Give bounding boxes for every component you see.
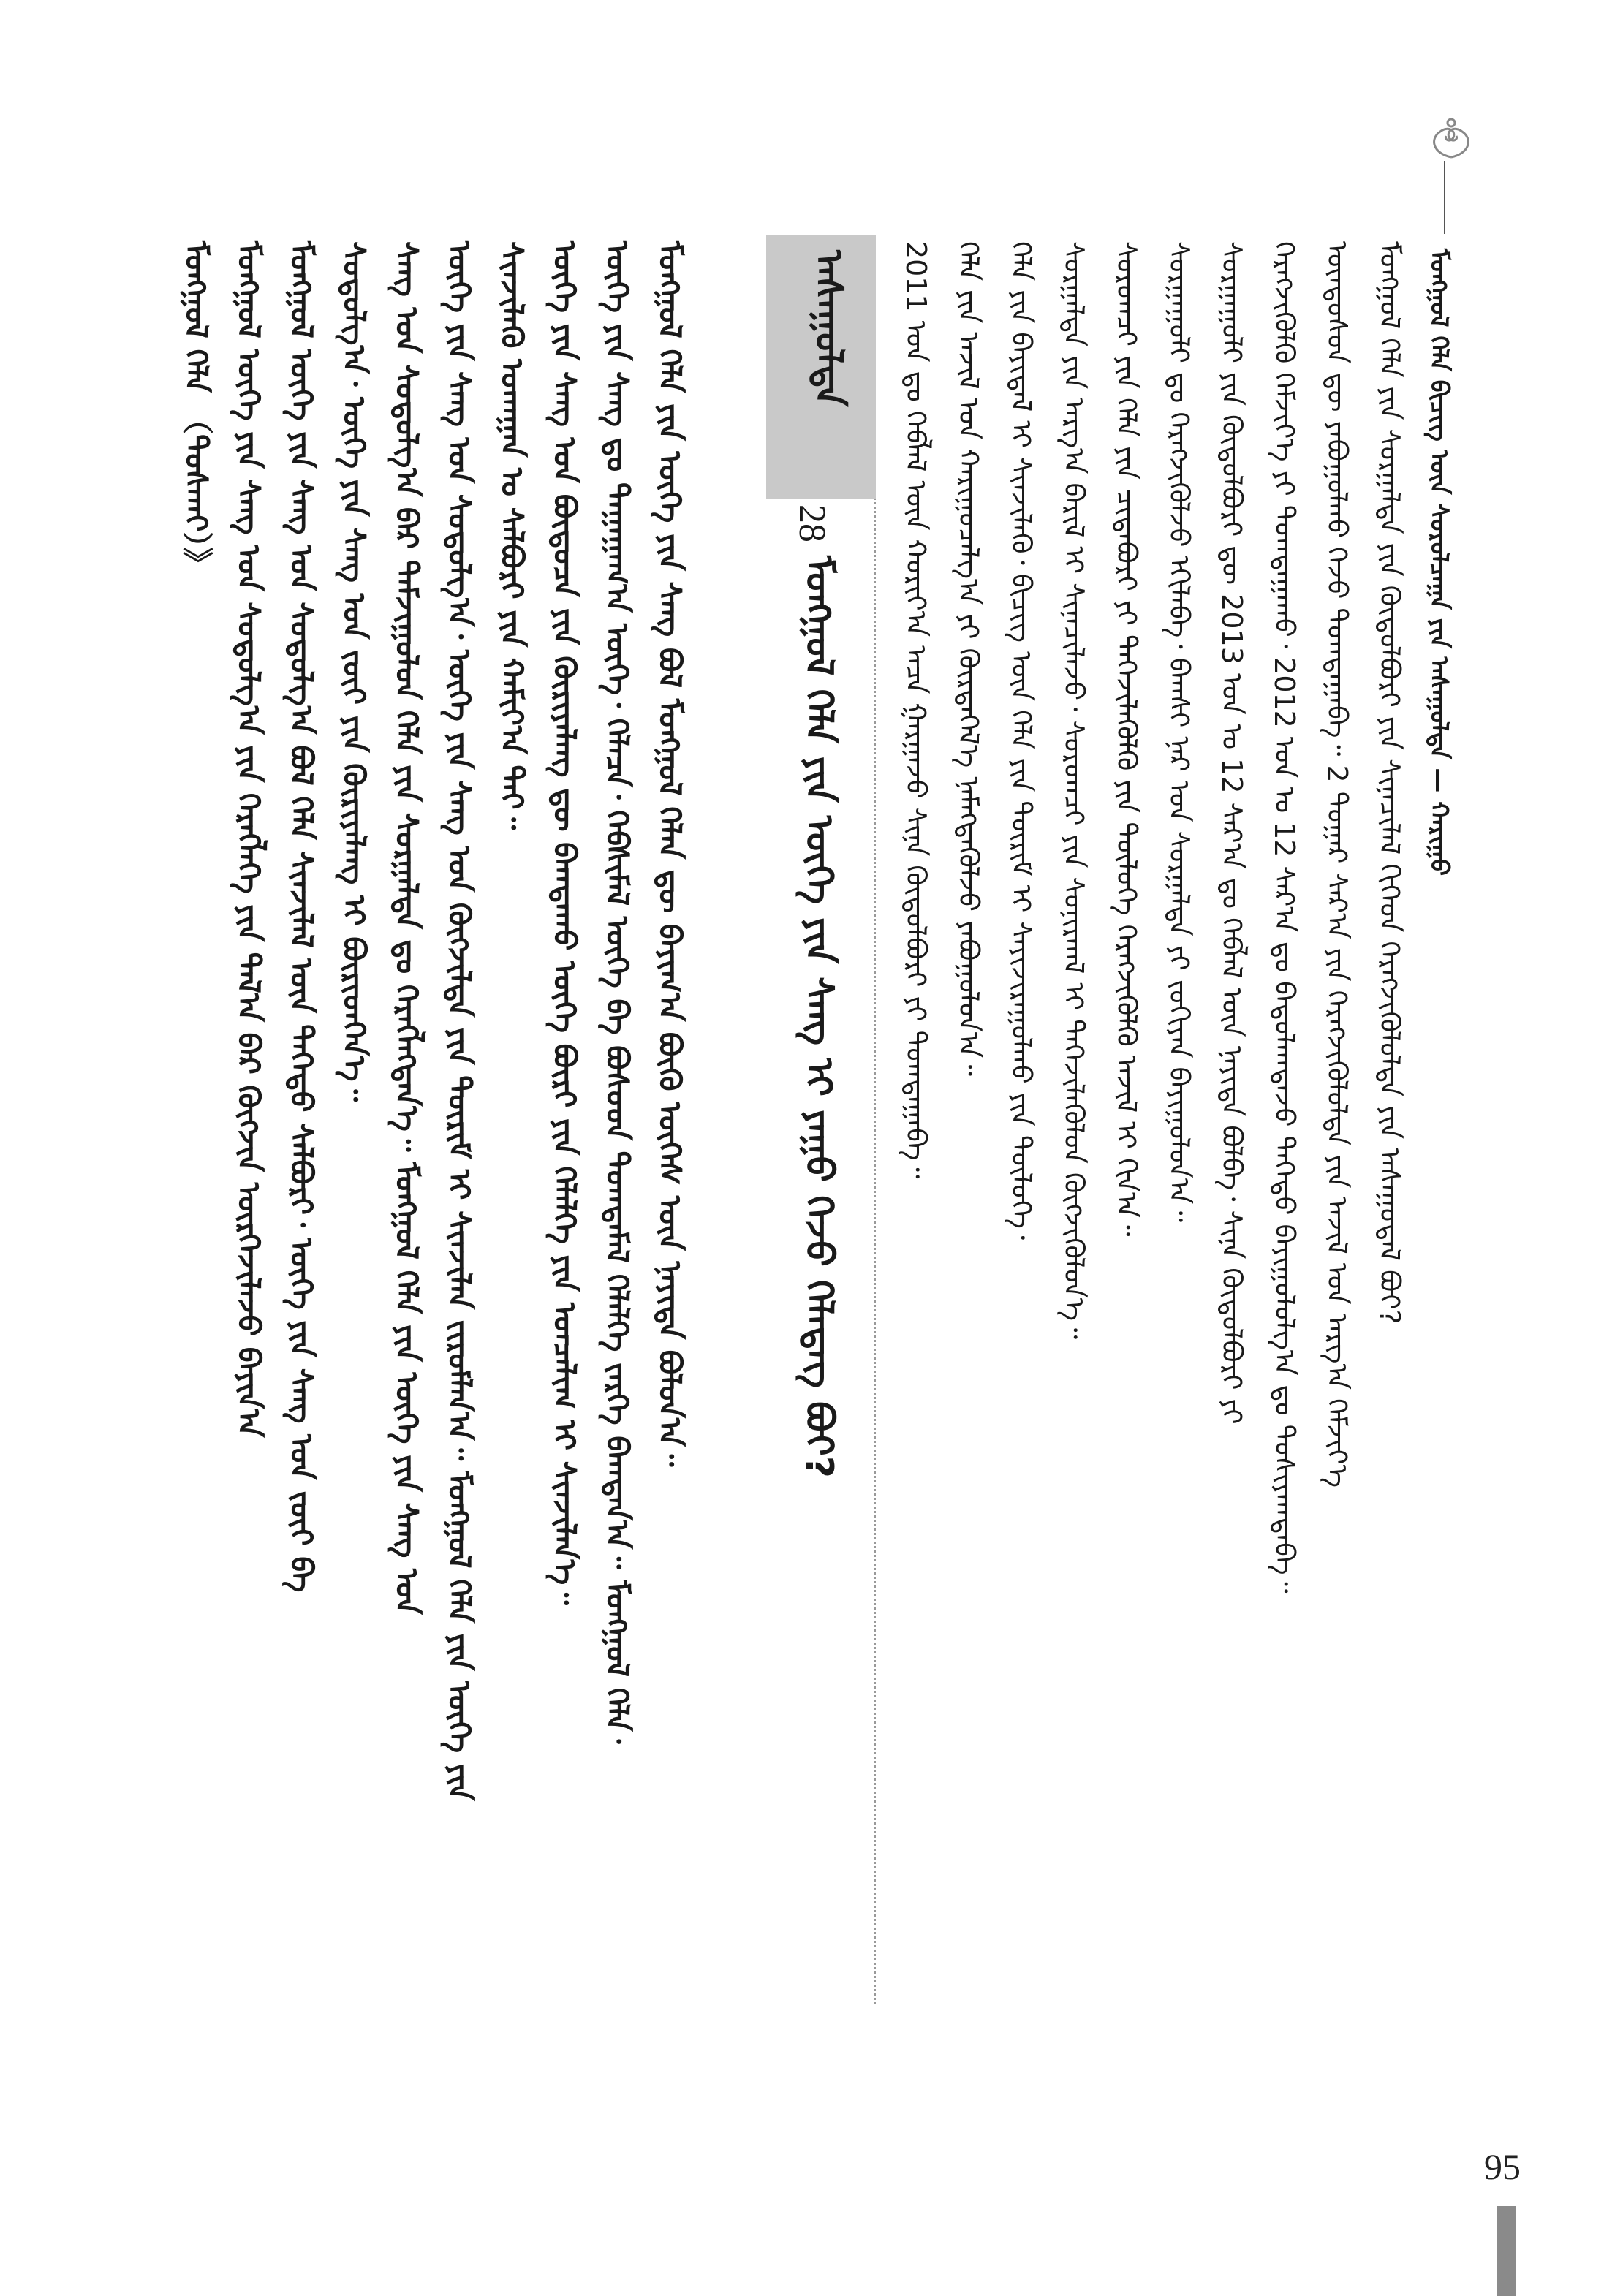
text-column: ᠮᠣᠩᠭᠣᠯ ᠬᠡᠯᠡ ᠶᠢᠨ ᠰᠤᠷᠭᠠᠯᠲᠠ ᠶᠢᠨ ᠬᠥᠲᠦᠯᠪᠦᠷᠢ ᠶᠢᠨ ᠰᠢᠨᠡᠴᠢᠯᠡᠯ ᠬᠢᠭᠡᠳ ᠬᠡᠷᠡᠭᠵᠢᠭᠦᠯᠦᠯᠲᠡ ᠶᠢᠨ ᠠᠰᠠᠭᠤᠳᠠᠯ ᠪᠤᠢ?: [1374, 241, 1406, 1325]
text-column: ᠰᠤᠷᠭᠠᠭᠤᠯᠢ ᠳᠤ ᠬᠡᠷᠡᠭᠵᠢᠭᠦᠯᠵᠦ ᠡᠬᠢᠯᠡᠪᠡ᠂ ᠪᠠᠭᠰᠢ ᠨᠠᠷ ᠤᠨ ᠰᠤᠷᠭᠠᠯᠲᠠ ᠶᠢ ᠵᠣᠬᠢᠶᠠᠨ ᠪᠠᠶᠢᠭᠤᠯᠤᠨ᠎ᠠ᠃: [1163, 241, 1195, 1223]
corner-ornament-icon: [1426, 117, 1477, 161]
question-label: ᠠᠰᠠᠭᠤᠯᠲᠠ: [806, 250, 850, 407]
text-column: ᠬᠡᠯᠡ ᠶᠢᠨ ᠪᠠᠶᠢᠳᠠᠯ ᠢ ᠰᠢᠨᠵᠢᠯᠡᠬᠦ᠂ ᠪᠢᠴᠢᠭ ᠦᠨ ᠬᠡᠯᠡ ᠶᠢᠨ ᠳᠦᠷᠢᠮ ᠢ ᠰᠠᠶᠢᠵᠢᠷᠠᠭᠤᠯᠬᠤ ᠶᠢᠨ ᠲᠥᠯᠦᠭᠡ᠂: [1005, 241, 1037, 1240]
text-column: ᠦᠭᠡ ᠶᠢᠨ ᠰᠠᠩ ᠳᠤ ᠳᠠᠭᠠᠭᠠᠭ᠎ᠠ ᠦᠭᠡ᠂ ᠬᠡᠯᠡᠴᠡ᠂ ᠬᠡᠪᠰᠢᠮᠡᠯ ᠦᠭᠡ ᠪᠠ ᠪᠤᠰᠤᠳ ᠲᠣᠭᠲᠠᠮᠠᠯ ᠬᠡᠯᠡᠯᠭᠡ ᠵᠡᠷᠭᠡ ᠪᠠᠭᠲᠠᠨ᠎ᠠ᠃ ᠮᠣᠩᠭᠣᠯ ᠬᠡᠯᠡ᠂: [599, 241, 635, 1744]
text-column: ᠬᠡᠯᠡ ᠶᠢᠨ ᠠᠵᠢᠯ ᠤᠨ ᠬᠠᠷᠢᠭᠤᠴᠠᠯᠭ᠎ᠠ ᠶᠢ ᠬᠦᠷᠳᠡᠭᠡᠯ᠎ᠡ ᠨᠡᠮᠡᠭᠳᠡᠭᠦᠯᠵᠦ ᠶᠠᠪᠤᠭᠤᠯᠤᠨ᠎ᠠ᠃: [953, 241, 985, 1077]
text-column: ᠦᠭᠡ ᠶᠢᠨ ᠰᠠᠩ ᠤᠨ ᠪᠦᠲᠦᠴᠡ ᠶᠢᠨ ᠬᠦᠷᠢᠶᠡᠯᠡᠩ ᠳᠦ ᠪᠠᠭᠲᠠᠬᠤ ᠦᠭᠡ ᠪᠦᠷᠢ ᠶᠢᠨ ᠬᠡᠯᠡᠯᠭᠡ ᠶᠢᠨ ᠣᠨᠴᠠᠯᠢᠭ ᠢ ᠰᠢᠨᠵᠢᠯᠡᠨ᠎ᠡ᠃: [547, 241, 583, 1605]
text-column: ᠮᠣᠩᠭᠣᠯ ᠦᠭᠡ ᠶᠢᠨ ᠰᠠᠩ ᠤᠨ ᠰᠤᠳᠤᠯᠭ᠎ᠠ ᠪᠣᠯ ᠬᠡᠯᠡ ᠰᠢᠨᠵᠢᠯᠡᠯ ᠦᠨ ᠳᠡᠭᠡᠳᠦ ᠰᠠᠯᠪᠤᠷᠢ᠂ ᠦᠭᠡ ᠶᠢᠨ ᠰᠠᠩ ᠤᠨ ᠵᠦᠢ ᠪᠠ: [284, 241, 319, 1593]
text-column: ᠦᠭᠡ ᠶᠢᠨ ᠰᠠᠩ ᠤᠨ ᠰᠤᠳᠤᠯᠭ᠎ᠠ᠂ ᠦᠭᠡ ᠶᠢᠨ ᠰᠠᠩ ᠤᠨ ᠬᠥᠭᠵᠢᠯᠲᠡ ᠶᠢᠨ ᠳᠦᠷᠢᠮ ᠢ ᠰᠢᠨᠵᠢᠯᠡᠨ ᠵᠢᠷᠤᠮᠯᠠᠨ᠎ᠠ᠃ ᠮᠣᠩᠭᠣᠯ ᠬᠡᠯᠡ ᠶᠢᠨ ᠦᠭᠡ ᠶᠢᠨ: [442, 241, 477, 1801]
page-edge-bar: [1497, 2206, 1516, 2296]
section-divider: [874, 235, 876, 2004]
text-column: ᠰᠤᠷᠭᠠᠭᠤᠯᠢ ᠶᠢᠨ ᠬᠥᠲᠦᠯᠪᠦᠷᠢ ᠳᠦ 2013 ᠣᠨ ᠤ 12 ᠰᠠᠷ᠎ᠠ ᠳᠤ ᠬᠡᠪᠯᠡᠯ ᠦᠨ ᠨᠡᠶᠢᠲᠡ ᠪᠣᠯᠪᠠ᠂ ᠰᠢᠨᠡ ᠬᠥᠲᠦᠯᠪᠦᠷᠢ ᠶᠢ: [1216, 241, 1248, 1425]
page-number: 95: [1484, 2146, 1521, 2187]
text-column: ᠬᠡᠷᠡᠭᠵᠢᠭᠦᠯᠬᠦ ᠬᠡᠮᠵᠢᠶ᠎ᠡ ᠶᠢ ᠲᠣᠭᠲᠠᠭᠠᠬᠤ᠂ 2012 ᠣᠨ ᠤ 12 ᠰᠠᠷ᠎ᠠ ᠳᠤ ᠪᠠᠲᠤᠯᠠᠭᠳᠠᠵᠤ ᠳᠡᠭᠡᠳᠦ ᠪᠠᠶᠢᠭᠤᠯᠤᠯᠭ᠎ᠠ ᠳᠤ ᠲᠤᠰᠢᠶᠠᠭᠳᠠᠪᠠ᠃: [1268, 241, 1301, 1594]
text-column: ᠮᠣᠩᠭᠣᠯ ᠬᠡᠯᠡ （ᠲᠤᠰᠬᠠᠢ）》: [178, 241, 214, 578]
text-column: ᠮᠣᠩᠭᠣᠯ ᠬᠡᠯᠡ ᠶᠢᠨ ᠦᠭᠡ ᠶᠢᠨ ᠰᠠᠩ ᠪᠣᠯ ᠮᠣᠩᠭᠣᠯ ᠬᠡᠯᠡᠨ ᠳᠦ ᠪᠠᠶᠢᠭ᠎ᠠ ᠪᠦᠬᠦ ᠦᠭᠡᠰ ᠦᠨ ᠨᠡᠶᠢᠲᠡ ᠪᠣᠯᠤᠨ᠎ᠠ᠃: [652, 241, 688, 1467]
text-column: ᠰᠤᠷᠤᠭᠴᠢ ᠶᠢᠨ ᠬᠡᠯᠡ ᠶᠢᠨ ᠴᠢᠳᠠᠪᠤᠷᠢ ᠶᠢ ᠳᠡᠭᠡᠵᠢᠯᠡᠭᠦᠯᠬᠦ ᠶᠢᠨ ᠲᠥᠯᠦᠭᠡ ᠬᠡᠷᠡᠭᠵᠢᠭᠦᠯᠬᠦ ᠠᠵᠢᠯ ᠢ ᠬᠢᠨ᠎ᠠ᠃: [1111, 241, 1143, 1237]
text-column: ᠮᠣᠩᠭᠣᠯ ᠦᠭᠡ ᠶᠢᠨ ᠰᠠᠩ ᠤᠨ ᠰᠤᠳᠤᠯᠭ᠎ᠠ ᠶᠢᠨ ᠬᠡᠷᠡᠭᠯᠡᠭᠡ ᠶᠢᠨ ᠲᠠᠯ᠎ᠠ ᠪᠠᠷ ᠬᠥᠭᠵᠢᠨ ᠦᠷᠭᠡᠵᠢᠯᠡᠵᠦ ᠪᠠᠶᠢᠨ᠎ᠠ: [231, 241, 267, 1438]
running-header: ᠮᠣᠩᠭᠣᠯ ᠬᠡᠯᠡ ᠪᠢᠴᠢᠭ ᠦᠨ ᠰᠤᠷᠤᠯᠴᠠᠭᠠ ᠶᠢᠨ ᠠᠰᠠᠭᠤᠯᠲᠠ — ᠬᠠᠷᠢᠭᠤ: [1424, 249, 1453, 876]
question-title: ᠮᠣᠩᠭᠣᠯ ᠬᠡᠯᠡ ᠶᠢᠨ ᠦᠭᠡ ᠶᠢᠨ ᠰᠠᠩ ᠢ ᠶᠠᠭᠤ ᠭᠡᠵᠦ ᠬᠡᠯᠡᠳᠡᠭ ᠪᠤᠢ?: [797, 556, 841, 1478]
question-number: [790, 504, 833, 542]
text-column: ᠰᠢᠨᠵᠢᠯᠡᠬᠦ ᠤᠬᠠᠭᠠᠨ ᠤ ᠰᠠᠯᠪᠤᠷᠢ ᠶᠢᠨ ᠬᠠᠮᠢᠶ᠎ᠠ ᠲᠠᠢ᠃: [494, 241, 530, 830]
text-column: 2011 ᠣᠨ ᠳᠤ ᠬᠡᠪᠯᠡᠯ ᠦᠨ ᠬᠣᠷᠢᠶ᠎ᠠ ᠠᠴᠠ ᠭᠠᠷᠭᠠᠵᠤ ᠰᠢᠨᠡ ᠬᠥᠲᠦᠯᠪᠦᠷᠢ ᠶᠢ ᠲᠣᠭᠲᠠᠭᠠᠪᠠ᠃: [900, 241, 932, 1179]
question-number-text: 28: [791, 504, 833, 542]
text-column: ᠰᠤᠷᠭᠠᠯᠲᠠ ᠶᠢᠨ ᠠᠷᠭ᠎ᠠ ᠪᠠᠷᠢᠯ ᠢ ᠰᠢᠨᠡᠴᠢᠯᠡᠵᠦ᠂ ᠰᠤᠷᠤᠭᠴᠢ ᠶᠢᠨ ᠰᠣᠨᠢᠷᠬᠠᠯ ᠢ ᠳᠡᠭᠡᠵᠢᠯᠡᠭᠦᠯᠦᠨ ᠬᠥᠭᠵᠢᠭᠦᠯᠦᠨ᠎ᠡ᠃: [1058, 241, 1090, 1340]
text-column: ᠦᠨᠳᠦᠰᠦᠨ ᠳᠦ ᠶᠠᠪᠤᠭᠤᠯᠬᠤ ᠭᠡᠵᠦ ᠲᠣᠭᠲᠠᠭᠠᠪᠠ᠃ 2 ᠳᠤᠭᠠᠷ ᠰᠠᠷ᠎ᠠ ᠶᠢᠨ ᠬᠡᠷᠡᠭᠵᠢᠭᠦᠯᠦᠯᠲᠡ ᠶᠢᠨ ᠠᠵᠢᠯ ᠤᠨ ᠠᠷᠭ᠎ᠠ ᠬᠡᠮᠵᠢᠶ᠎ᠡ: [1321, 241, 1353, 1488]
text-column: ᠰᠤᠳᠤᠯᠭ᠎ᠠ᠂ ᠦᠭᠡ ᠶᠢᠨ ᠰᠠᠩ ᠤᠨ ᠵᠦᠢ ᠶᠢᠨ ᠬᠦᠷᠢᠶᠡᠯᠡᠩ ᠢ ᠪᠦᠷᠢᠳᠭᠡᠨ᠎ᠡ᠃: [336, 241, 372, 1102]
text-column: ᠰᠠᠩ ᠤᠨ ᠰᠤᠳᠤᠯᠭ᠎ᠠ ᠪᠠᠷ ᠳᠠᠮᠵᠢᠭᠤᠯᠤᠨ ᠬᠡᠯᠡ ᠶᠢᠨ ᠰᠤᠷᠭᠠᠯᠲᠠ ᠳᠤ ᠬᠡᠷᠡᠭᠯᠡᠭᠳᠡᠨ᠎ᠡ᠃ ᠮᠣᠩᠭᠣᠯ ᠬᠡᠯᠡ ᠶᠢᠨ ᠦᠭᠡ ᠶᠢᠨ ᠰᠠᠩ ᠤᠨ: [389, 241, 425, 1615]
header-rule: [1444, 161, 1445, 234]
question-label-box: [766, 235, 876, 499]
